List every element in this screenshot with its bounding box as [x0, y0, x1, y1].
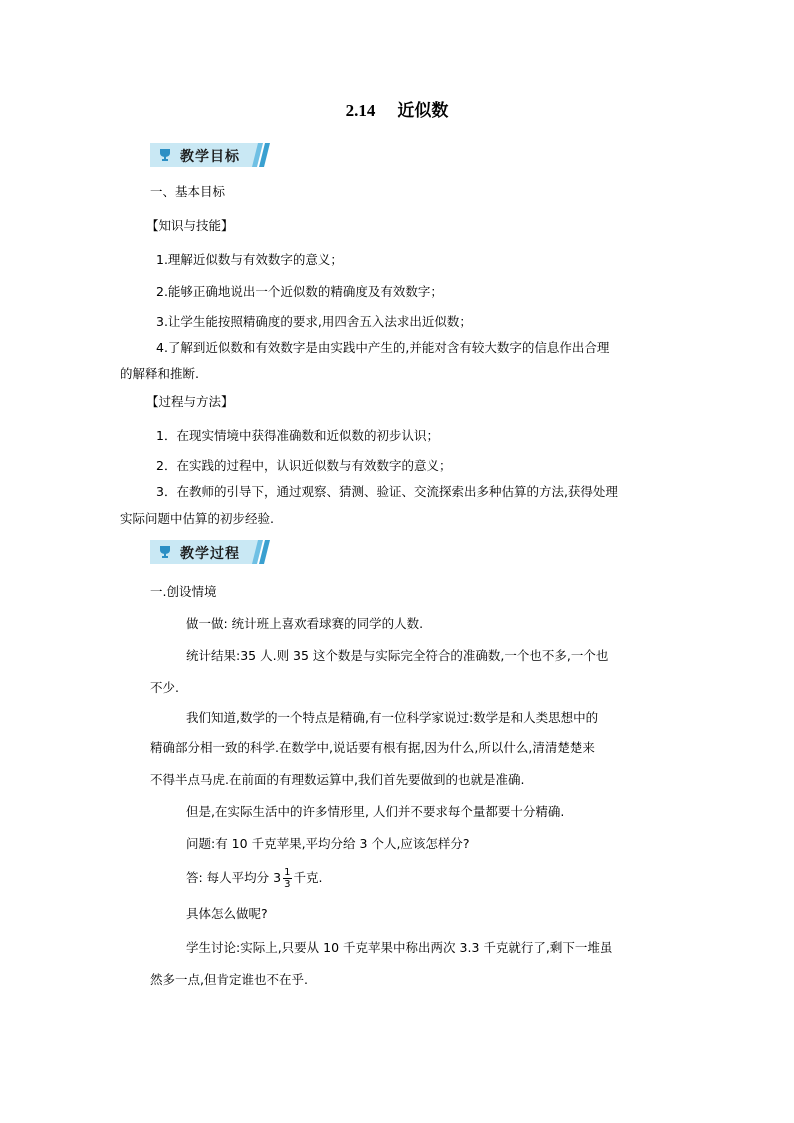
page-title: [0, 96, 794, 121]
basic-goal-heading: 一、基本目标: [150, 184, 226, 199]
process-line-3: 不少.: [150, 680, 179, 695]
section-label-goals: 教学目标: [180, 149, 240, 165]
knowledge-item-1: 1.理解近似数与有效数字的意义；: [156, 252, 343, 267]
section-banner-goals: [150, 143, 274, 167]
process-after-1: 具体怎么做呢?: [186, 906, 268, 921]
knowledge-item-2: 2.能够正确地说出一个近似数的精确度及有效数字；: [156, 284, 443, 299]
trophy-icon: [158, 148, 172, 162]
process-heading: 一.创设情境: [150, 584, 217, 599]
method-item-3-cont: 实际问题中估算的初步经验.: [120, 511, 274, 526]
knowledge-heading: 【知识与技能】: [146, 218, 234, 233]
fraction-numerator: 1: [284, 867, 291, 878]
process-line-8: 问题:有 10 千克苹果,平均分给 3 个人,应该怎样分?: [186, 836, 470, 851]
method-item-1: 1．在现实情境中获得准确数和近似数的初步认识；: [156, 428, 439, 443]
answer-fraction: [283, 867, 291, 890]
answer-prefix: 答: 每人平均分 3: [186, 870, 282, 885]
method-item-3: 3．在教师的引导下，通过观察、猜测、验证、交流探索出多种估算的方法,获得处理: [156, 484, 618, 499]
process-line-1: 做一做: 统计班上喜欢看球赛的同学的人数.: [186, 616, 424, 631]
process-after-2: 学生讨论:实际上,只要从 10 千克苹果中称出两次 3.3 千克就行了,剩下一堆虽: [186, 940, 613, 955]
knowledge-item-4: 4.了解到近似数和有效数字是由实践中产生的,并能对含有较大数字的信息作出合理: [156, 340, 610, 355]
process-line-6: 不得半点马虎.在前面的有理数运算中,我们首先要做到的也就是准确.: [150, 772, 525, 787]
section-label-process: 教学过程: [180, 546, 240, 562]
answer-suffix: 千克.: [293, 870, 323, 885]
knowledge-item-4-cont: 的解释和推断.: [120, 366, 199, 381]
knowledge-item-3: 3.让学生能按照精确度的要求,用四舍五入法求出近似数；: [156, 314, 472, 329]
process-line-2: 统计结果:35 人.则 35 这个数是与实际完全符合的准确数,一个也不多,一个也: [186, 648, 609, 663]
title-number: 2.14: [345, 101, 376, 120]
section-banner-process: [150, 540, 274, 564]
trophy-icon: [158, 545, 172, 559]
fraction-denominator: 3: [284, 879, 291, 890]
method-item-2: 2．在实践的过程中，认识近似数与有效数字的意义；: [156, 458, 452, 473]
method-heading: 【过程与方法】: [146, 394, 234, 409]
answer-line: [186, 866, 322, 890]
process-line-5: 精确部分相一致的科学.在数学中,说话要有根有据,因为什么,所以什么,清清楚楚来: [150, 740, 595, 755]
title-text: 近似数: [397, 101, 449, 121]
process-line-7: 但是,在实际生活中的许多情形里, 人们并不要求每个量都要十分精确.: [186, 804, 565, 819]
process-line-4: 我们知道,数学的一个特点是精确,有一位科学家说过:数学是和人类思想中的: [186, 710, 599, 725]
process-after-3: 然多一点,但肯定谁也不在乎.: [150, 972, 308, 987]
